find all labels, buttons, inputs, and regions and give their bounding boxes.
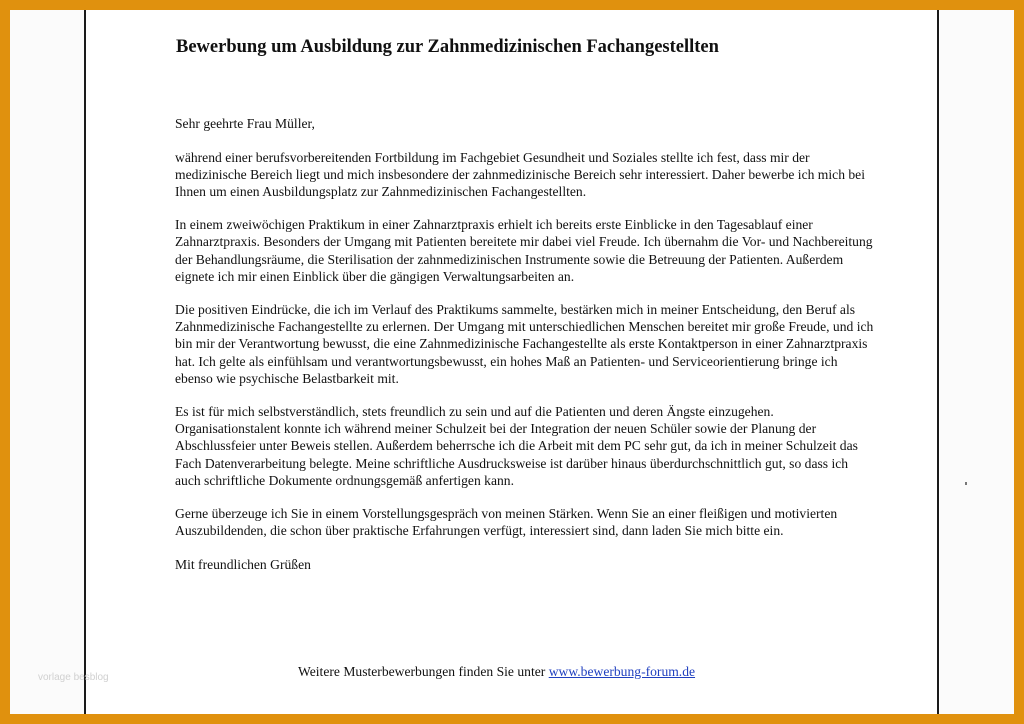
letter-body bbox=[175, 115, 875, 589]
right-border-line bbox=[937, 10, 939, 714]
margin-dot bbox=[965, 482, 967, 485]
closing: Mit freundlichen Grüßen bbox=[175, 556, 311, 572]
footer-text: Weitere Musterbewerbungen finden Sie unter bbox=[298, 664, 546, 679]
watermark-text: vorlage besblog bbox=[38, 672, 109, 683]
paragraph-5: Gerne überzeuge ich Sie in einem Vorstellungsgespräch von meinen Stärken. Wenn Sie an einer fleißigen und motivierten Auszubildenden, die schon über praktische Erfahrungen verfügt, interessiert sind, dann laden Sie mich bitte ein. bbox=[175, 506, 838, 539]
right-margin-strip bbox=[940, 10, 1014, 714]
letter-title: Bewerbung um Ausbildung zur Zahnmedizinischen Fachangestellten bbox=[176, 37, 719, 57]
paragraph-4: Es ist für mich selbstverständlich, stets freundlich zu sein und auf die Patienten und deren Ängste einzugehen. Organisationstalent konnte ich während meiner Schulzeit bei der Integration der neuen Schüler sowie der Planung der Abschlussfeier unter Beweis stellen. Außerdem beherrsche ich die Arbeit mit dem PC sehr gut, da ich in meiner Schulzeit das Fach Datenverarbeitung belegte. Meine schriftliche Ausdrucksweise ist darüber hinaus überdurchschnittlich gut, so dass ich auch schriftliche Dokumente ordnungsgemäß anfertigen kann. bbox=[175, 404, 858, 488]
left-margin-strip bbox=[10, 10, 84, 714]
paragraph-3: Die positiven Eindrücke, die ich im Verlauf des Praktikums sammelte, bestärken mich in meiner Entscheidung, den Beruf als Zahnmedizinische Fachangestellte zu erlernen. Der Umgang mit unterschiedlichen Menschen bereitet mir große Freude, und ich bin mir der Verantwortung bewusst, die eine Zahnmedizinische Fachangestellte als erste Kontaktperson in einer Zahnarztpraxis hat. Ich gelte als einfühlsam und verantwortungsbewusst, ein hohes Maß an Patienten- und Serviceorientierung bringe ich ebenso wie psychische Belastbarkeit mit. bbox=[175, 302, 874, 386]
paragraph-1: während einer berufsvorbereitenden Fortbildung im Fachgebiet Gesundheit und Soziales stellte ich fest, dass mir der medizinische Bereich liegt und mich insbesondere der zahnmedizinische Bereich sehr interessiert. Daher bewerbe ich mich bei Ihnen um einen Ausbildungsplatz zur Zahnmedizinischen Fachangestellten. bbox=[175, 149, 865, 199]
salutation: Sehr geehrte Frau Müller, bbox=[175, 116, 315, 131]
paragraph-2: In einem zweiwöchigen Praktikum in einer Zahnarztpraxis erhielt ich bereits erste Einblicke in den Tagesablauf einer Zahnarztpraxis. Besonders der Umgang mit Patienten bereitete mir dabei viel Freude. Ich übernahm die Vor- und Nachbereitung der Behandlungsräume, die Sterilisation der zahnmedizinischen Instrumente sowie die Betreuung der Patienten. Außerdem eignete ich mir einen Einblick über die gängigen Verwaltungsarbeiten an. bbox=[175, 217, 873, 284]
footer-note bbox=[298, 664, 695, 680]
footer-link[interactable]: www.bewerbung-forum.de bbox=[548, 664, 696, 679]
